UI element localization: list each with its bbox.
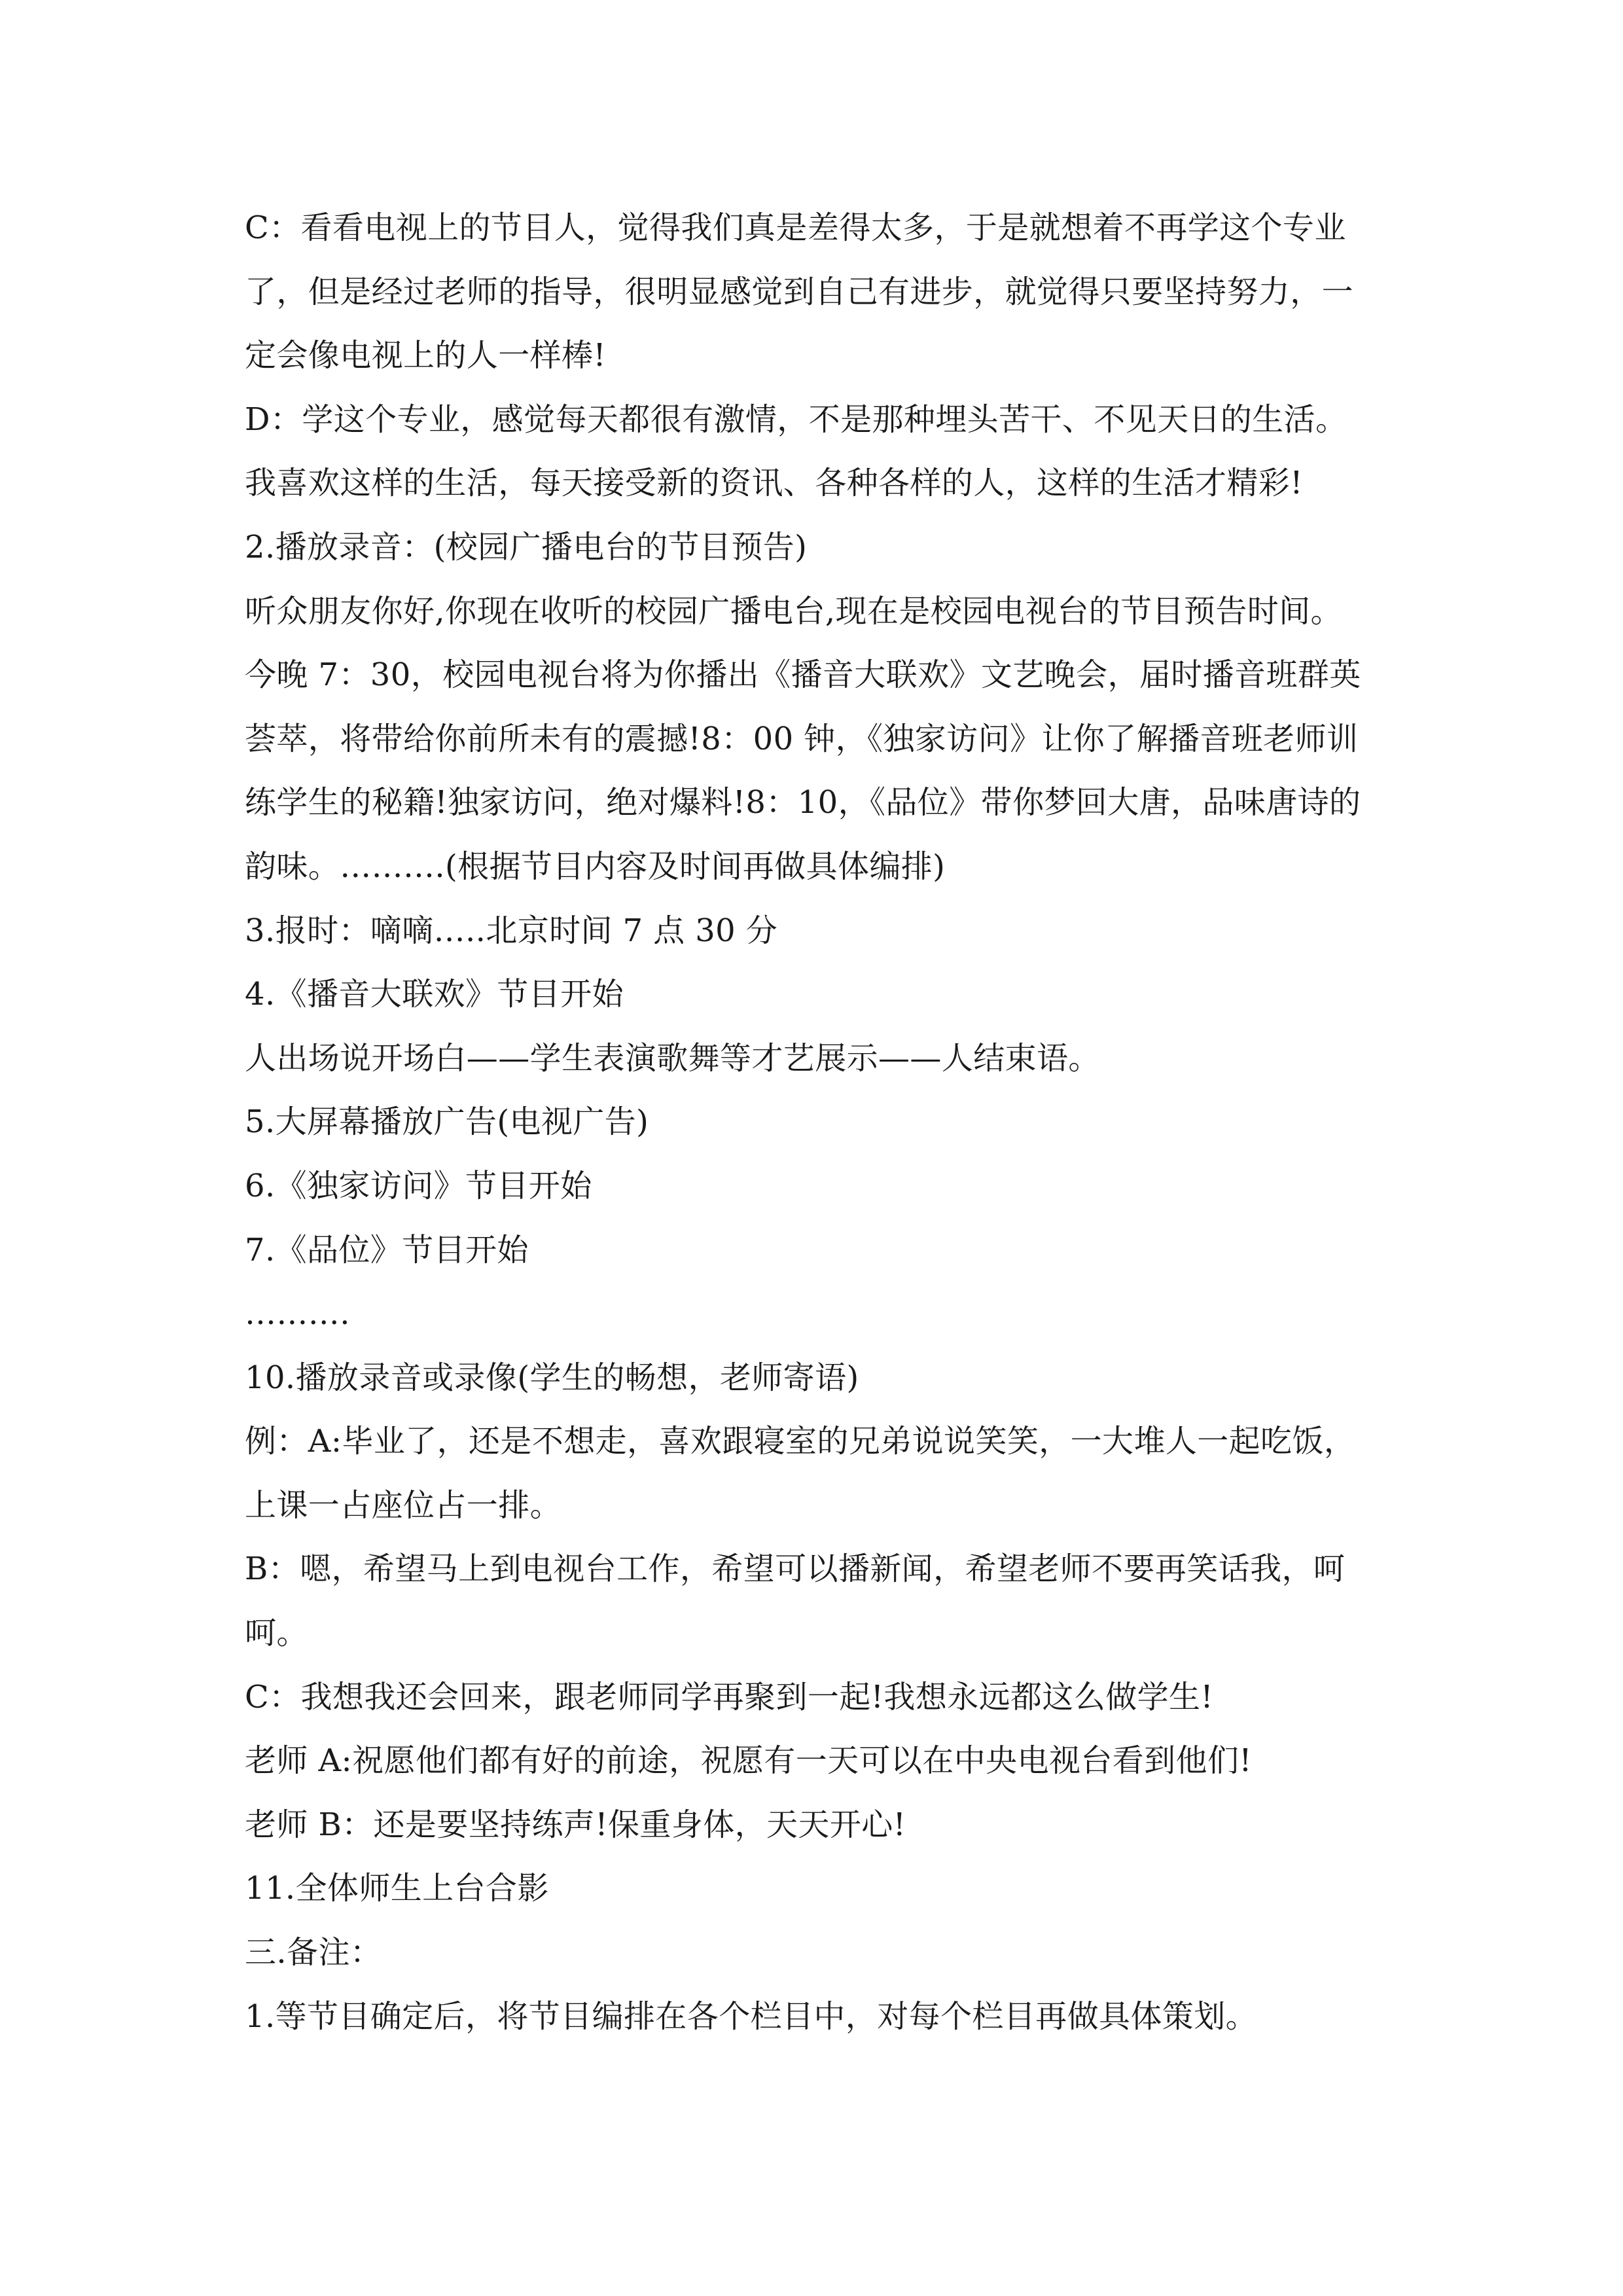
text-line: 老师 A:祝愿他们都有好的前途，祝愿有一天可以在中央电视台看到他们! (245, 1742, 1252, 1780)
text-line: 练学生的秘籍!独家访问，绝对爆料!8：10，《品位》带你梦回大唐，品味唐诗的 (245, 784, 1361, 821)
text-line: 听众朋友你好,你现在收听的校园广播电台,现在是校园电视台的节目预告时间。 (245, 592, 1342, 630)
section-item: 2.播放录音：(校园广播电台的节目预告) (245, 528, 808, 565)
text-line: 了，但是经过老师的指导，很明显感觉到自己有进步，就觉得只要坚持努力，一 (245, 273, 1354, 310)
text-line: B：嗯，希望马上到电视台工作，希望可以播新闻，希望老师不要再笑话我，呵 (245, 1551, 1346, 1588)
text-line: C：看看电视上的节目人，觉得我们真是差得太多，于是就想着不再学这个专业 (245, 209, 1346, 246)
section-item: 3.报时：嘀嘀…..北京时间 7 点 30 分 (245, 912, 778, 949)
section-item: 5.大屏幕播放广告(电视广告) (245, 1103, 649, 1141)
text-line: 我喜欢这样的生活，每天接受新的资讯、各种各样的人，这样的生活才精彩! (245, 465, 1303, 502)
text-line: 老师 B：还是要坚持练声!保重身体，天天开心! (245, 1806, 906, 1843)
section-item: 7.《品位》节目开始 (245, 1231, 529, 1268)
text-line: D：学这个专业，感觉每天都很有激情，不是那种埋头苦干、不见天日的生活。 (245, 401, 1347, 438)
document-body (245, 196, 1383, 2049)
text-line: 今晚 7：30，校园电视台将为你播出《播音大联欢》文艺晚会，届时播音班群英 (245, 656, 1361, 694)
section-item: 11.全体师生上台合影 (245, 1870, 549, 1907)
ellipsis-line: ………. (245, 1295, 350, 1333)
text-line: 上课一占座位占一排。 (245, 1486, 562, 1524)
section-item: 10.播放录音或录像(学生的畅想，老师寄语) (245, 1359, 859, 1396)
text-line: C：我想我还会回来，跟老师同学再聚到一起!我想永远都这么做学生! (245, 1678, 1214, 1715)
text-line: 定会像电视上的人一样棒! (245, 337, 607, 374)
text-line: 韵味。……….(根据节目内容及时间再做具体编排) (245, 848, 946, 885)
section-item: 1.等节目确定后，将节目编排在各个栏目中，对每个栏目再做具体策划。 (245, 1998, 1257, 2035)
text-line: 人出场说开场白——学生表演歌舞等才艺展示——人结束语。 (245, 1039, 1100, 1077)
section-item: 6.《独家访问》节目开始 (245, 1167, 592, 1204)
text-line: 荟萃，将带给你前所未有的震撼!8：00 钟，《独家访问》让你了解播音班老师训 (245, 720, 1359, 757)
text-line: 呵。 (245, 1615, 308, 1652)
text-line: 例：A:毕业了，还是不想走，喜欢跟寝室的兄弟说说笑笑，一大堆人一起吃饭， (245, 1423, 1356, 1460)
section-item: 4.《播音大联欢》节目开始 (245, 976, 624, 1013)
section-heading: 三.备注： (245, 1934, 382, 1971)
